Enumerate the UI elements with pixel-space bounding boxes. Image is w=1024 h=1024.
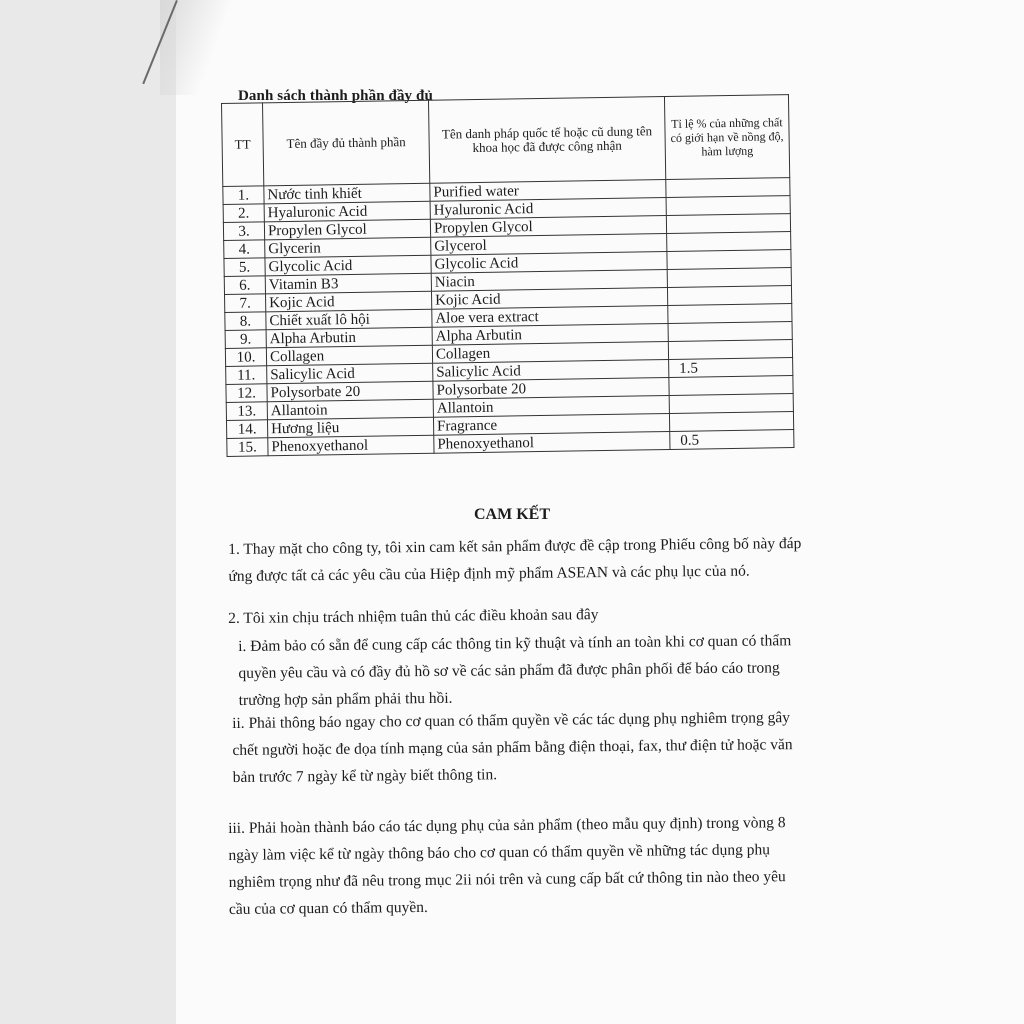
cell-index: 1. — [223, 186, 264, 205]
cell-international-name: Salicylic Acid — [433, 360, 669, 382]
cell-index: 12. — [226, 384, 267, 403]
cell-percentage — [668, 340, 792, 360]
cell-full-name: Alpha Arbutin — [266, 327, 432, 348]
cell-index: 7. — [225, 294, 266, 313]
cell-percentage: 0.5 — [670, 430, 794, 450]
item-text: Phải thông báo ngay cho cơ quan có thẩm quyền về các tác dụng phụ nghiêm trọng gây chết người hoặc đe dọa tính mạng của sản phẩm bằng điện thoại, fax, thư điện tử hoặc văn bản trước 7 ngày kể từ ngày biết thông tin. — [232, 709, 793, 786]
cell-index: 8. — [225, 312, 266, 331]
cell-full-name: Hyaluronic Acid — [264, 201, 430, 222]
cell-international-name: Collagen — [432, 342, 668, 364]
cell-international-name: Propylen Glycol — [430, 216, 666, 238]
cell-percentage — [669, 394, 793, 414]
commitment-paragraph-1: 1. Thay mặt cho công ty, tôi xin cam kết sản phẩm được đề cập trong Phiếu công bố này đáp ứng được tất cả các yêu cầu của Hiệp định mỹ phẩm ASEAN và các phụ lục của nó. — [228, 534, 802, 585]
cell-percentage — [667, 250, 791, 270]
cell-full-name: Polysorbate 20 — [267, 381, 433, 402]
header-index: TT — [222, 103, 264, 187]
ingredient-table-body — [223, 178, 794, 457]
commitment-item-iii — [228, 809, 804, 923]
cell-international-name: Purified water — [430, 180, 666, 202]
item-label: i. — [238, 637, 247, 655]
ingredient-list-title: Danh sách thành phần đầy đủ — [238, 88, 433, 104]
cell-percentage — [666, 214, 790, 234]
cell-international-name: Phenoxyethanol — [434, 431, 670, 453]
cell-full-name: Collagen — [266, 345, 432, 366]
cell-full-name: Vitamin B3 — [265, 273, 431, 294]
cell-percentage — [666, 178, 790, 198]
ingredient-table — [221, 94, 794, 457]
cell-index: 15. — [227, 438, 268, 457]
cell-percentage — [667, 268, 791, 288]
cell-international-name: Hyaluronic Acid — [430, 198, 666, 220]
cell-international-name: Glycolic Acid — [431, 252, 667, 274]
cell-index: 4. — [224, 240, 265, 259]
item-label: ii. — [232, 714, 245, 732]
cell-percentage — [668, 322, 792, 342]
commitment-item-ii — [232, 704, 803, 791]
cell-percentage — [667, 232, 791, 252]
cell-percentage — [669, 412, 793, 432]
cell-international-name: Fragrance — [433, 413, 669, 435]
commitment-paragraph-2: 2. Tôi xin chịu trách nhiệm tuân thủ các điều khoản sau đây — [228, 606, 599, 627]
cell-index: 2. — [223, 204, 264, 223]
cell-full-name: Phenoxyethanol — [268, 435, 434, 456]
cell-full-name: Chiết xuất lô hội — [266, 309, 432, 330]
cell-full-name: Allantoin — [267, 399, 433, 420]
cell-full-name: Glycerin — [265, 237, 431, 258]
cell-full-name: Propylen Glycol — [264, 219, 430, 240]
cell-index: 11. — [226, 366, 267, 385]
cell-index: 9. — [225, 330, 266, 349]
cell-index: 13. — [226, 402, 267, 421]
cell-full-name: Kojic Acid — [266, 291, 432, 312]
cell-percentage: 1.5 — [669, 358, 793, 378]
table-header-row — [222, 95, 790, 187]
cell-international-name: Allantoin — [433, 395, 669, 417]
cell-index: 10. — [225, 348, 266, 367]
cell-full-name: Salicylic Acid — [267, 363, 433, 384]
cell-full-name: Hương liệu — [267, 417, 433, 438]
item-label: iii. — [228, 819, 246, 837]
cell-international-name: Kojic Acid — [431, 288, 667, 310]
cell-percentage — [666, 196, 790, 216]
item-text: Phải hoàn thành báo cáo tác dụng phụ của sản phẩm (theo mẫu quy định) trong vòng 8 ngày làm việc kể từ ngày thông báo cho cơ quan có thẩm quyền về những tác dụng phụ nghiêm trọng như đã nêu trong mục 2ii nói trên và cung cấp bất cứ thông tin nào theo yêu cầu của cơ quan có thẩm quyền. — [228, 814, 786, 918]
item-text: Đảm bảo có sẵn để cung cấp các thông tin kỹ thuật và tính an toàn khi cơ quan có thẩm quyền yêu cầu và có đầy đủ hồ sơ về các sản phẩm đã được phân phối để báo cáo trong trường hợp sản phẩm phải thu hồi. — [238, 632, 792, 709]
cell-percentage — [668, 304, 792, 324]
cell-percentage — [667, 286, 791, 306]
cell-full-name: Nước tinh khiết — [264, 183, 430, 204]
commitment-title: CAM KẾT — [474, 506, 550, 523]
cell-full-name: Glycolic Acid — [265, 255, 431, 276]
cell-index: 14. — [226, 420, 267, 439]
cell-international-name: Alpha Arbutin — [432, 324, 668, 346]
cell-international-name: Niacin — [431, 270, 667, 292]
cell-index: 3. — [223, 222, 264, 241]
cell-index: 5. — [224, 258, 265, 277]
header-full-name: Tên đầy đủ thành phần — [263, 100, 430, 186]
cell-international-name: Glycerol — [431, 234, 667, 256]
cell-index: 6. — [224, 276, 265, 295]
commitment-item-i — [238, 627, 799, 714]
header-international-name: Tên danh pháp quốc tế hoặc cũ dung tên khoa học đã được công nhận — [428, 97, 665, 184]
cell-international-name: Polysorbate 20 — [433, 377, 669, 399]
cell-percentage — [669, 376, 793, 396]
cell-international-name: Aloe vera extract — [432, 306, 668, 328]
header-percentage: Tỉ lệ % của những chất có giới hạn về nồng độ, hàm lượng — [664, 95, 789, 180]
